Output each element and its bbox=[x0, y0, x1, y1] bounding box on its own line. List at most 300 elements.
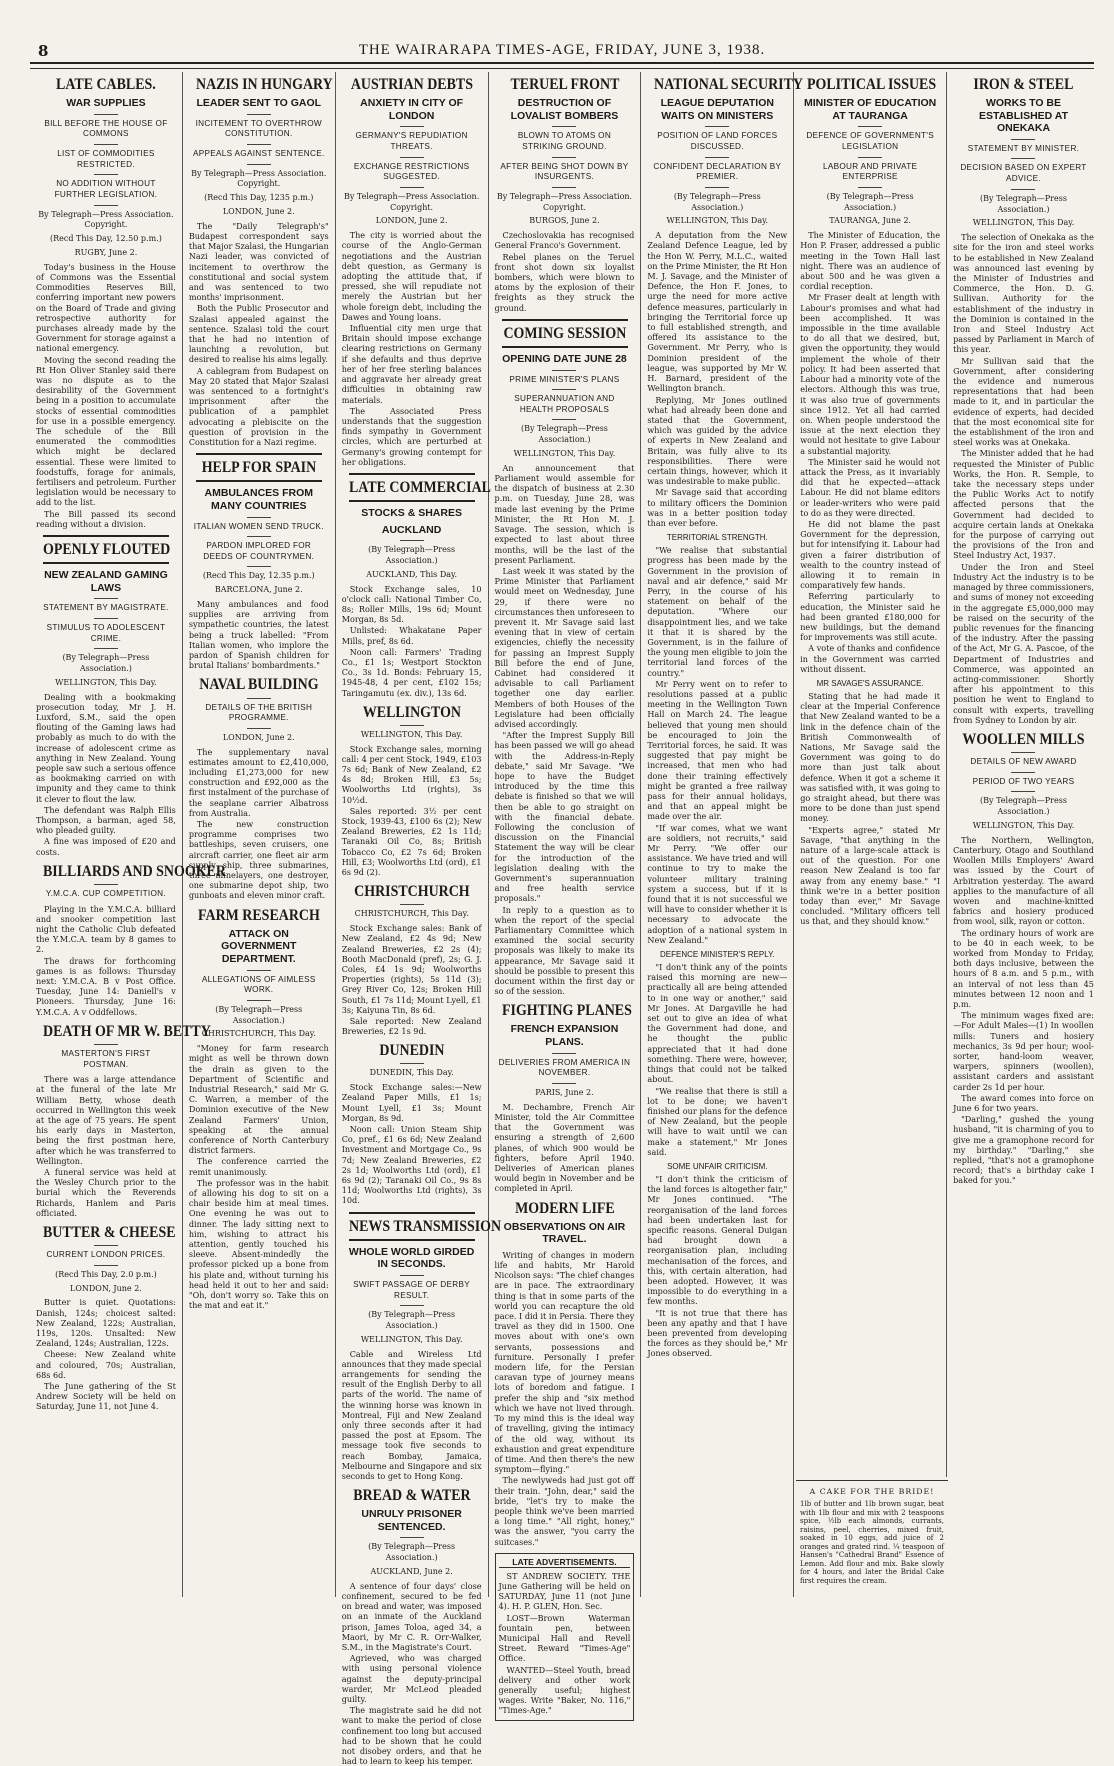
dateline: (By Telegraph—Press Association.) bbox=[980, 193, 1067, 214]
rule bbox=[400, 1305, 424, 1306]
paragraph: Stock Exchange sales, 10 o'clock call: National Timber Co, 8s; Roller Mills, 19s 6d; Mount Morgan, 8s 5d. bbox=[341, 583, 482, 625]
column-6 bbox=[794, 72, 947, 1477]
article-body bbox=[342, 230, 482, 467]
rule bbox=[858, 187, 882, 188]
paragraph: Referring particularly to education, the Minister said he had been granted £180,000 for new buildings, but the demand for improvements was still acute. bbox=[800, 591, 941, 643]
dateline: (By Telegraph—Press Association.) bbox=[368, 1542, 456, 1563]
article bbox=[495, 319, 635, 997]
paragraph: Mr Fraser dealt at length with Labour's promises and what had been accomplished. It was impossible in the time available to do all that we desired, but, given the opportunity, they would implement the whole of their policy. It had been asserted that Labour had a minority vote of the electors. Although this was true, it was also true of governments since 1912. Yet all had carried on. When people understood the issue at the next election they would not hesitate to give Labour a substantial majority. bbox=[800, 292, 941, 456]
paragraph: Many ambulances and food supplies are arriving from sympathetic countries, the latest being a truck labelled: "From Italian women, who implore the pardon of Spanish children for brutal Italians' bombardments." bbox=[188, 599, 329, 671]
paragraph: Dealing with a bookmaking prosecution today, Mr J. H. Luxford, S.M., said the open flouting of the Gaming laws had probably as much to do with the increase of adolescent crime as anything in New Zealand. Young people saw such a serious offence as bookmaking carried on with impunity and they came to think it clever to flout the law. bbox=[36, 691, 176, 804]
paragraph: A funeral service was held at the Wesley Church prior to the burial which the Reverends Richards, Hanlem and Paris officiated. bbox=[36, 1167, 176, 1218]
paragraph: Unlisted: Whakatane Paper Mills, pref, 8s 6d. bbox=[341, 625, 482, 646]
article bbox=[342, 1487, 482, 1766]
subheadline: LEAGUE DEPUTATION WAITS ON MINISTERS bbox=[660, 97, 774, 122]
headline: TERUEL FRONT bbox=[509, 76, 619, 93]
article bbox=[189, 676, 329, 900]
section-heading: TERRITORIAL STRENGTH. bbox=[666, 533, 768, 543]
paragraph: The city is worried about the course of the Anglo-German negotiations and the Austrian debt question, as Germany is adopting the attitude that, if pressed, she will repudiate not merely the Austrian but her whole foreign debt, including the Dawes and Young loans. bbox=[341, 230, 482, 322]
deck: EXCHANGE RESTRICTIONS SUGGESTED. bbox=[353, 161, 470, 182]
article-body bbox=[189, 221, 329, 447]
article bbox=[953, 76, 1094, 725]
column-1 bbox=[30, 72, 226, 1597]
article-body bbox=[342, 1082, 482, 1205]
article-body bbox=[36, 1297, 176, 1411]
article bbox=[342, 76, 482, 467]
headline: DEATH OF MR W. BETTY bbox=[42, 1022, 211, 1040]
dateline: DUNEDIN, This Day. bbox=[369, 1068, 454, 1078]
article-body bbox=[36, 262, 176, 529]
dateline: (By Telegraph—Press Association.) bbox=[520, 424, 608, 445]
dateline: (Recd This Day, 12.50 p.m.) bbox=[50, 234, 162, 244]
article bbox=[647, 76, 804, 1359]
dateline: TAURANGA, June 2. bbox=[829, 216, 912, 226]
dateline: RUGBY, June 2. bbox=[74, 247, 138, 257]
deck: ALLEGATIONS OF AIMLESS WORK. bbox=[201, 974, 316, 995]
dateline: WELLINGTON, This Day. bbox=[55, 677, 157, 687]
rule bbox=[552, 370, 576, 371]
paragraph: The Bill passed its second reading without a division. bbox=[36, 508, 176, 529]
deck: INCITEMENT TO OVERTHROW CONSTITUTION. bbox=[195, 118, 322, 139]
paragraph: The magistrate said he did not want to make the period of close confinement too long but accused had to be shown that he could not disobey orders, and that he had to learn to keep his temper. bbox=[341, 1705, 482, 1766]
paragraph: Stock Exchange sales:—New Zealand Paper Mills, £1 1s; Mount Lyell, £1 3s; Mount Morgan, 8s 9d. bbox=[341, 1082, 482, 1123]
dateline: By Telegraph—Press Association. Copyright. bbox=[496, 191, 633, 212]
article-body bbox=[647, 230, 787, 1358]
rule bbox=[552, 1053, 576, 1054]
late-advertisements bbox=[495, 1553, 635, 1721]
page-number: 8 bbox=[38, 42, 49, 60]
rule bbox=[94, 648, 118, 649]
rule bbox=[94, 174, 118, 175]
headline: IRON & STEEL bbox=[973, 76, 1074, 93]
rule bbox=[1011, 189, 1035, 190]
rule bbox=[247, 114, 271, 115]
subheadline: NEW ZEALAND GAMING LAWS bbox=[44, 569, 168, 594]
article-body bbox=[189, 747, 329, 901]
paragraph: Stating that he had made it clear at the Imperial Conference that New Zealand wanted to be a link in the defence chain of the British Commonwealth of Nations, Mr Savage said the Government was going to do more than just talk about defence. When it got a scheme it was satisfied with, it was going to go straight ahead, but there was more to be done than just spend money. bbox=[800, 690, 941, 824]
article-body bbox=[495, 230, 635, 313]
paragraph: Replying, Mr Jones outlined what had already been done and stated that the Government, which was guided by the advice of experts in New Zealand and Britain, was fully alive to its responsibilities. There were certain things, however, which it was undesirable to make public. bbox=[647, 394, 788, 487]
dateline: AUCKLAND, This Day. bbox=[366, 569, 458, 579]
article-body bbox=[36, 1074, 176, 1218]
headline: AUSTRIAN DEBTS bbox=[350, 76, 473, 93]
dateline: BARCELONA, June 2. bbox=[214, 585, 303, 595]
subheadline: WORKS TO BE ESTABLISHED AT ONEKAKA bbox=[978, 97, 1069, 135]
advertisement: ST ANDREW SOCIETY. THE June Gathering will be held on SATURDAY, June 11 (not June 4). H. P. GLEN, Hon. Sec. bbox=[498, 1570, 631, 1612]
deck: STATEMENT BY MAGISTRATE. bbox=[43, 603, 169, 613]
headline: NEWS TRANSMISSION bbox=[349, 1212, 475, 1241]
deck: BILL BEFORE THE HOUSE OF COMMONS bbox=[44, 118, 168, 139]
column-5 bbox=[641, 72, 804, 1597]
rule bbox=[247, 970, 271, 971]
deck: DEFENCE OF GOVERNMENT'S LEGISLATION bbox=[806, 131, 934, 151]
rule bbox=[400, 157, 424, 158]
article bbox=[36, 76, 176, 529]
rule bbox=[858, 126, 882, 127]
dateline: (By Telegraph—Press Association.) bbox=[673, 191, 761, 212]
rule bbox=[705, 126, 729, 127]
rule bbox=[1011, 158, 1035, 159]
article bbox=[36, 1224, 176, 1412]
paper-title: THE WAIRARAPA TIMES-AGE, FRIDAY, JUNE 3, 1938. bbox=[358, 42, 766, 58]
paragraph: Noon call: Union Steam Ship Co, pref., £1 6s 6d; New Zealand Investment and Mortgage Co., 9s 7d; New Zealand Breweries, £2 2s 1d; Woolworths Ltd (ord), £1 6s 9d (2); Taranaki Oil Co., 9s 8s 11d; Woolworths Ltd (rights), 3s 10d. bbox=[341, 1124, 482, 1206]
masthead bbox=[30, 38, 1094, 64]
dateline: (Recd This Day, 2.0 p.m.) bbox=[55, 1269, 157, 1279]
paragraph: The Associated Press understands that the suggestion finds sympathy in Government circles, which are perturbed at Germany's growing contempt for her obligations. bbox=[341, 405, 482, 467]
paragraph: Both the Public Prosecutor and Szalasi appealed against the sentence. Szalasi told the court that he had no intention of launching a revolution, but desired to realise his aims legally. bbox=[188, 303, 329, 365]
headline: NATIONAL SECURITY bbox=[654, 76, 804, 93]
paragraph: The draws for forthcoming games is as follows: Thursday next: Y.M.C.A. B v Post Office. Tuesday, June 14: Daniell's v Pioneers. Thursday, June 16: Y.M.C.A. A v Oddfellows. bbox=[36, 955, 176, 1017]
paragraph: Last week it was stated by the Prime Minister that Parliament would meet on Wednesday, June 29, if there were no circumstances then unforeseen to prevent it. Mr Savage said last evening that in view of certain exigencies, chiefly the necessity for passing an Imprest Supply Bill before the end of June, Cabinet had considered it advisable to call Parliament together one day earlier. Members of both Houses of the Legislature had been officially advised accordingly. bbox=[494, 565, 635, 729]
rule bbox=[400, 126, 424, 127]
paragraph: The Northern, Wellington, Canterbury, Otago and Southland Woollen Mills Employers' Award was issued by the Court of Arbitration yesterday. The award applies to the manufacture of all woven and machine-knitted fabrics and hosiery produced from wool, silk, rayon or cotton. bbox=[953, 834, 1094, 927]
rule bbox=[705, 187, 729, 188]
deck: PRIME MINISTER'S PLANS bbox=[509, 374, 620, 384]
paragraph: A fine was imposed of £20 and costs. bbox=[36, 836, 176, 857]
rule bbox=[400, 1537, 424, 1538]
deck: MASTERTON'S FIRST POSTMAN. bbox=[61, 1048, 151, 1069]
deck: AFTER BEING SHOT DOWN BY INSURGENTS. bbox=[500, 161, 629, 182]
dateline: (By Telegraph—Press Association.) bbox=[368, 1310, 456, 1330]
paragraph: A sentence of four days' close confinement, secured to be fed on bread and water, was imposed on an inmate of the Auckland prison, James Toloa, aged 34, a Maori, by Mr C. R. Orr-Walker, S.M., in the Magistrate's Court. bbox=[341, 1580, 482, 1653]
deck: CONFIDENT DECLARATION BY PREMIER. bbox=[653, 161, 782, 182]
subheadline: MINISTER OF EDUCATION AT TAURANGA bbox=[804, 97, 937, 122]
article bbox=[36, 1022, 211, 1218]
dateline: PARIS, June 2. bbox=[535, 1087, 594, 1097]
rule bbox=[1011, 791, 1035, 792]
recipe-text: 1lb of butter and 1lb brown sugar, beat with 1lb flour and mix with 2 teaspoons spice, ½lb each almonds, currants, raisins, peel, cherries, mixed fruit, soaked in 10 eggs, add juice of 2 oranges and grated rind. ¼ teaspoon of Hansen's "Cathedral Brand" Essence of Lemon. Add flour and mix. Bake slowly for 4 hours, and later the Bridal Cake first requires the cream. bbox=[800, 1500, 944, 1585]
article-body bbox=[953, 835, 1094, 1186]
article bbox=[189, 453, 329, 670]
rule bbox=[94, 1044, 118, 1045]
article bbox=[36, 862, 226, 1017]
advertisement: LOST—Brown Waterman fountain pen, between Municipal Hall and Revell Street. Reward "Times-Age" Office. bbox=[498, 1612, 631, 1664]
dateline: By Telegraph—Press Association. Copyright. bbox=[343, 191, 480, 212]
paragraph: The supplementary naval estimates amount to £2,410,000, including £1,273,000 for new construction and £92,000 as the first instalment of the purchase of the seaplane carrier Albatross from Australia. bbox=[188, 746, 329, 818]
headline: CHRISTCHURCH bbox=[353, 883, 470, 901]
deck: STATEMENT BY MINISTER. bbox=[967, 143, 1080, 153]
rule bbox=[552, 126, 576, 127]
paragraph: A cablegram from Budapest on May 20 stated that Major Szalasi was sentenced to a fortnight's imprisonment after the publication of a pamphlet advocating a plebiscite on the question of provision in the Constitution for a Nazi regime. bbox=[188, 365, 329, 448]
article-body bbox=[495, 463, 635, 997]
headline: FARM RESEARCH bbox=[197, 906, 320, 924]
paragraph: Rebel planes on the Teruel front shot down six loyalist bombers, which were blown to atoms by the explosion of their freights as they struck the ground. bbox=[494, 251, 635, 313]
deck: ITALIAN WOMEN SEND TRUCK. bbox=[193, 521, 324, 531]
deck: POSITION OF LAND FORCES DISCUSSED. bbox=[657, 131, 778, 151]
headline: WOOLLEN MILLS bbox=[962, 730, 1085, 748]
subheadline: LEADER SENT TO GAOL bbox=[196, 97, 322, 110]
paragraph: Czechoslovakia has recognised General Franco's Government. bbox=[494, 230, 635, 251]
paragraph: The "Daily Telegraph's" Budapest correspondent says that Major Szalasi, the Hungarian Nazi leader, was convicted of incitement to overthrow the constitutional and social system and was sentenced to two months' imprisonment. bbox=[188, 220, 329, 303]
article-body bbox=[189, 1043, 329, 1310]
paragraph: Butter is quiet. Quotations: Danish, 124s; choicest salted: New Zealand, 122s; Australian, 119s, 120s. Unsalted: New Zealand, 124s; Australian, 122s. bbox=[36, 1297, 176, 1349]
dateline: WELLINGTON, This Day. bbox=[666, 216, 769, 226]
rule bbox=[94, 1245, 118, 1246]
paragraph: "Money for farm research might as well be thrown down the drain as given to the Department of Scientific and Industrial Research," said Mr G. C. Warren, a member of the Dominion executive of the New Zealand Farmers' Union, speaking at the annual conference of North Canterbury district farmers. bbox=[188, 1043, 329, 1156]
headline: POLITICAL ISSUES bbox=[807, 76, 937, 93]
headline: DUNEDIN bbox=[379, 1042, 445, 1060]
dateline: LONDON, June 2. bbox=[222, 732, 295, 742]
headline: OPENLY FLOUTED bbox=[43, 535, 169, 564]
deck: CURRENT LONDON PRICES. bbox=[46, 1250, 166, 1260]
dateline: (Recd This Day, 1235 p.m.) bbox=[204, 193, 314, 203]
paragraph: "We realise that there is still a lot to be done; we haven't finished our plans for the defence of New Zealand, but the people will have to wait until we can make a statement," Mr Jones said. bbox=[647, 1085, 788, 1157]
dateline: By Telegraph—Press Association. Copyright. bbox=[191, 168, 327, 189]
rule bbox=[247, 536, 271, 537]
paragraph: "Darling," gushed the young husband, "it is charming of you to give me a gramophone record for my birthday." "Darling," she replied, "that's not a gramophone record; that's a birthday cake I baked for you." bbox=[953, 1114, 1094, 1186]
paragraph: "I don't think the criticism of the land forces is altogether fair," Mr Jones continued. "The reorganisation of the land forces had been undertaken last for specific reasons. General Duigan had brought down a reorganisation plan, including mechanisation of the forces, and this, with certain alteration, had been adopted. However, it was impossible to do everything in a few months. bbox=[647, 1173, 788, 1307]
headline: NAZIS IN HUNGARY bbox=[195, 76, 333, 93]
ads-body bbox=[499, 1571, 631, 1716]
subheadline: DESTRUCTION OF LOVALIST BOMBERS bbox=[510, 97, 619, 122]
cake-recipe-box bbox=[796, 1480, 948, 1597]
columns bbox=[30, 72, 1100, 1766]
column-2 bbox=[183, 72, 336, 1597]
rule bbox=[247, 566, 271, 567]
deck: DELIVERIES FROM AMERICA IN NOVEMBER. bbox=[498, 1057, 631, 1078]
subheadline: AMBULANCES FROM MANY COUNTRIES bbox=[204, 487, 314, 512]
paragraph: The selection of Onekaka as the site for the iron and steel works to be established in New Zealand was announced last evening by the Minister of Industries and Commerce, the Hon. D. G. Sullivan. Authority for the establishment of the industry in the Dominion is contained in the Iron and Steel Industry Act passed by Parliament in March of this year. bbox=[953, 232, 1094, 355]
headline: NAVAL BUILDING bbox=[199, 676, 319, 694]
rule bbox=[400, 725, 424, 726]
dateline: (By Telegraph—Press Association.) bbox=[368, 545, 456, 565]
headline: FIGHTING PLANES bbox=[501, 1002, 632, 1020]
paragraph: The Minister said he would not attack the Press, as it invariably did that he expected—attack Labour. He did not blame editors or leader-writers who were paid to do as they were directed. bbox=[800, 456, 941, 518]
paragraph: Playing in the Y.M.C.A. billiard and snooker competition last night the Catholic Club defeated the Y.M.C.A. team by 8 games to 2. bbox=[36, 903, 176, 955]
article-body bbox=[495, 1102, 635, 1194]
paragraph: "If war comes, what we want are soldiers, not recruits," said Mr Perry. "We offer our assistance. We have tried and will continue to try to make the volunteer military training system a success, but if it is found that it is not successful we will have to consider whether it is necessary to advocate the adoption of a national system in New Zealand." bbox=[647, 822, 788, 945]
dateline: WELLINGTON, This Day. bbox=[513, 449, 616, 459]
rule bbox=[1011, 752, 1035, 753]
headline: BREAD & WATER bbox=[352, 1487, 471, 1505]
section-heading: DEFENCE MINISTER'S REPLY. bbox=[660, 950, 775, 960]
paragraph: An announcement that Parliament would assemble for the dispatch of business at 2.30 p.m. on Tuesday, June 28, was made last evening by the Prime Minister, the Rt Hon M. J. Savage. The session, which is expected to last about three months, will be the last of the present Parliament. bbox=[494, 462, 635, 565]
deck: DETAILS OF THE BRITISH PROGRAMME. bbox=[205, 702, 313, 723]
rule bbox=[552, 419, 576, 420]
column-3 bbox=[336, 72, 501, 1766]
dateline: LONDON, June 2. bbox=[222, 207, 295, 216]
headline: HELP FOR SPAIN bbox=[196, 453, 322, 482]
rule bbox=[247, 698, 271, 699]
paragraph: The ordinary hours of work are to be 40 in each week, to be worked from Monday to Friday, both days inclusive, between the hours of 8 a.m. and 5 p.m., with an interval of not less than 45 minutes between 12 noon and 1 p.m. bbox=[953, 927, 1094, 1009]
article bbox=[341, 473, 491, 698]
article bbox=[189, 907, 329, 1311]
dateline: WELLINGTON, This Day. bbox=[972, 820, 1075, 830]
paragraph: The minimum wages fixed are:—For Adult Males—(1) In woollen mills: Tuners and hosiery mechanics, 3s 9d per hour; wool-sorter, hand-loom weaver, warpers, spinners (woollen), assistant carders and assistant carder 2s 1d per hour. bbox=[953, 1010, 1094, 1092]
section-heading: SOME UNFAIR CRITICISM. bbox=[667, 1161, 768, 1171]
subheadline: WHOLE WORLD GIRDED IN SECONDS. bbox=[348, 1245, 475, 1271]
subheadline: OPENING DATE JUNE 28 bbox=[502, 352, 627, 365]
dateline: LONDON, June 2. bbox=[375, 216, 448, 226]
paragraph: Today's business in the House of Commons was the Essential Commodities Reserves Bill, conferring important new powers on the Board of Trade and giving retrospective authority for purchases already made by the Government for storage against a national emergency. bbox=[36, 261, 176, 354]
paragraph: "It is not true that there has been any apathy and that I have been prevented from developing the forces as they should be," Mr Jones observed. bbox=[647, 1307, 788, 1359]
rule bbox=[400, 540, 424, 541]
article bbox=[495, 1002, 635, 1193]
paragraph: "Experts agree," stated Mr Savage, "that anything in the nature of a large-scale attack is out of the question. For one reason New Zealand is too far away from any enemy base." "I think we're in a better position today than ever," Mr Savage concluded. "Military officers tell us that, and they should know." bbox=[800, 824, 941, 927]
paragraph: There was a large attendance at the funeral of the late Mr William Betty, whose death occurred in Wellington this week at the age of 75 years. He spent his early days in Masterton, being the first postman here, after which he was transferred to Wellington. bbox=[36, 1074, 176, 1166]
rule bbox=[94, 205, 118, 206]
rule bbox=[552, 1083, 576, 1084]
dateline: (By Telegraph—Press Association.) bbox=[62, 653, 150, 674]
deck: SWIFT PASSAGE OF DERBY RESULT. bbox=[353, 1279, 471, 1300]
rule bbox=[247, 164, 271, 165]
headline: COMING SESSION bbox=[502, 319, 628, 348]
rule bbox=[94, 618, 118, 619]
recipe-title: A CAKE FOR THE BRIDE! bbox=[809, 1487, 935, 1496]
headline: WELLINGTON bbox=[362, 703, 461, 721]
headline: BUTTER & CHEESE bbox=[42, 1224, 176, 1242]
dateline: CHRISTCHURCH, This Day. bbox=[354, 909, 469, 919]
deck: SUPERANNUATION AND HEALTH PROPOSALS bbox=[514, 394, 615, 414]
paragraph: Stock Exchange sales, morning call: 4 per cent Stock, 1949, £103 7s 6d; Bank of New Zealand, £2 4s 8d; Broken Hill, £3 5s; Woolworths Ltd (rights), 3s 10½d. bbox=[341, 743, 482, 805]
article bbox=[953, 731, 1094, 1186]
rule bbox=[400, 1063, 424, 1064]
rule bbox=[247, 1000, 271, 1001]
rule bbox=[400, 187, 424, 188]
paragraph: Mr Savage said that according to military officers the Dominion was in a better position today than ever before. bbox=[647, 487, 788, 528]
subheadline: OBSERVATIONS ON AIR TRAVEL. bbox=[503, 1220, 626, 1246]
dateline: WELLINGTON, This Day. bbox=[360, 1334, 463, 1344]
paragraph: "I don't think any of the points raised this morning are new—practically all are being attended to in one way or another," said Mr Jones. At Dargaville he had set out to give an idea of what the Government had done, and he thought the public appreciated that it had done something. There were, however, things that could not be talked about. bbox=[647, 962, 788, 1085]
headline: LATE CABLES. bbox=[56, 76, 156, 93]
paragraph: He did not blame the past Government for the depression, but for intensifying it. Labour had given a fairer distribution of wealth to the country instead of allowing it to remain in comparatively few hands. bbox=[800, 518, 941, 591]
article-body bbox=[342, 923, 482, 1036]
advertisement: WANTED—Steel Youth, bread delivery and other work generally useful; highest wages. Write "Baker, No. 116," "Times-Age." bbox=[498, 1664, 631, 1716]
subheadline: ANXIETY IN CITY OF LONDON bbox=[360, 97, 464, 122]
dateline: (By Telegraph—Press Association.) bbox=[215, 1004, 303, 1025]
deck: DETAILS OF NEW AWARD bbox=[970, 756, 1077, 766]
subheadline: STOCKS & SHARES bbox=[361, 506, 462, 519]
column-4 bbox=[489, 72, 642, 1716]
paragraph: The newlyweds had just got off their train. "John, dear," said the bride, "let's try to make the people think we've been married a long time." "All right, honey," was the answer, "you carry the suitcases." bbox=[494, 1475, 635, 1547]
article bbox=[342, 704, 482, 877]
dateline: AUCKLAND, June 2. bbox=[370, 1567, 453, 1577]
rule bbox=[94, 1265, 118, 1266]
paragraph: The conference carried the remit unanimously. bbox=[188, 1156, 329, 1177]
paragraph: The new construction programme comprises two battleships, seven cruisers, one aircraft carrier, one fleet air arm supply ship, three submarines, three minelayers, one destroyer, one submarine depot ship, two gunboats and eleven minor craft. bbox=[188, 819, 329, 901]
headline: MODERN LIFE bbox=[514, 1199, 615, 1217]
deck: LABOUR AND PRIVATE ENTERPRISE bbox=[823, 161, 918, 182]
paragraph: A deputation from the New Zealand Defence League, led by the Hon W. Perry, M.L.C., waited on the Prime Minister, the Rt Hon M. J. Savage, and the Minister of Defence, the Hon F. Jones, to urge the need for more active defence measures, particularly in bringing the Territorial force up to full established strength, and offered its assistance to the Government. Mr Perry, who is Dominion president of the league, was supported by Mr W. H. Barnard, president of the Wellington branch. bbox=[647, 230, 788, 394]
rule bbox=[552, 187, 576, 188]
column-7 bbox=[947, 72, 1100, 1597]
deck: BLOWN TO ATOMS ON STRIKING GROUND. bbox=[517, 131, 612, 151]
article bbox=[342, 883, 482, 1036]
article bbox=[36, 535, 176, 857]
rule bbox=[94, 144, 118, 145]
rule bbox=[247, 728, 271, 729]
paragraph: A vote of thanks and confidence in the Government was carried without dissent. bbox=[800, 643, 941, 674]
article-body bbox=[36, 692, 176, 857]
paragraph: The Minister of Education, the Hon P. Fraser, addressed a public meeting in the Town Hall last night. There was an audience of about 500 and he was given a cordial reception. bbox=[800, 230, 941, 292]
subheadline: FRENCH EXPANSION PLANS. bbox=[510, 1023, 619, 1049]
deck: NO ADDITION WITHOUT FURTHER LEGISLATION. bbox=[54, 179, 158, 199]
article bbox=[800, 76, 940, 927]
paragraph: Cable and Wireless Ltd announces that they made special arrangements for sending the result of the English Derby to all parts of the world. The name of the winning horse was known in Montreal, Fiji and New Zealand only three seconds after it had passed the post at Epsom. The message took five seconds to reach Bombay, Jamaica, Melbourne and Singapore and six seconds to get to Hong Kong. bbox=[341, 1348, 482, 1481]
rule bbox=[94, 114, 118, 115]
subheadline: WAR SUPPLIES bbox=[66, 97, 146, 110]
article-body bbox=[953, 232, 1094, 725]
deck: PARDON IMPLORED FOR DEEDS OF COUNTRYMEN. bbox=[203, 541, 315, 561]
article-body bbox=[342, 1581, 482, 1766]
section-heading: MR SAVAGE'S ASSURANCE. bbox=[816, 678, 924, 688]
paragraph: Noon call: Farmers' Trading Co., £1 1s; Westport Stockton Co., 3s 1d. Bonds: February 15, 1945-48, 4 per cent, £102 15s; Taringamutu (ex. div.), 13s 6d. bbox=[341, 646, 482, 698]
rule bbox=[400, 1275, 424, 1276]
article-body bbox=[342, 1349, 482, 1482]
paragraph: Cheese: New Zealand white and coloured, 70s; Australian, 68s 6d. bbox=[36, 1349, 176, 1380]
paragraph: Mr Sullivan said that the Government, after considering the evidence and numerous representations that had been made to it, and in particular the evidence of experts, had decided that the most economical site for the establishment of the iron and steel works was at Onekaka. bbox=[953, 355, 1094, 448]
paragraph: M. Dechambre, French Air Minister, told the Air Committee that the Government was ensuring a strength of 2,600 planes, of which 900 would be fighters, before April 1940. Deliveries of American planes would begin in November and be completed in April. bbox=[494, 1101, 635, 1194]
paragraph: "After the Imprest Supply Bill has been passed we will go ahead with the Address-in-Reply debate," said Mr Savage. "We hope to have the Budget introduced by the time this debate is finished so that we will then be able to go straight on with the financial debate. Following the conclusion of discussion on the Financial Statement the way will be clear for the introduction of the legislation dealing with the Government's superannuation and free health service proposals." bbox=[494, 730, 635, 904]
article-body bbox=[36, 904, 176, 1017]
paragraph: In reply to a question as to when the report of the special Parliamentary Committee which examined the social security proposals was likely to make its appearance, Mr Savage said it should be possible to present this document within the first day or so of the session. bbox=[494, 904, 635, 997]
headline: LATE COMMERCIAL bbox=[349, 473, 475, 502]
rule bbox=[247, 517, 271, 518]
article-body bbox=[342, 584, 482, 698]
deck: APPEALS AGAINST SENTENCE. bbox=[192, 148, 325, 158]
dateline: By Telegraph—Press Association. Copyright. bbox=[38, 209, 174, 230]
rule bbox=[552, 157, 576, 158]
paragraph: Sales reported: 3½ per cent Stock, 1939-43, £100 6s (2); New Zealand Breweries, £2 1s 11d; Taranaki Oil Co, 8s; British Tobacco Co, £2 7s 6d; Broken Hill, £3; Woolworths Ltd (ord), £1 6s 9d (2). bbox=[341, 805, 482, 878]
paragraph: "We realise that substantial progress has been made by the Government in the provision of naval and air defence," said Mr Perry, in the course of his statement on behalf of the deputation. "Where our disappointment lies, and we take it that it is shared by the Government, is in the failure of the young men eligible to join the territorial land forces of the country." bbox=[647, 545, 788, 678]
deck: Y.M.C.A. CUP COMPETITION. bbox=[45, 888, 166, 898]
dateline: WELLINGTON, This Day. bbox=[972, 218, 1075, 228]
rule bbox=[1011, 772, 1035, 773]
rule bbox=[552, 389, 576, 390]
paragraph: The June gathering of the St Andrew Society will be held on Saturday, June 11, not June 4. bbox=[36, 1380, 176, 1412]
masthead-rule bbox=[30, 68, 1094, 69]
rule bbox=[858, 157, 882, 158]
deck: PERIOD OF TWO YEARS bbox=[972, 776, 1075, 786]
rule bbox=[1011, 139, 1035, 140]
paragraph: The Minister added that he had requested the Minister of Public Works, the Hon. R. Semple, to take the necessary steps under the Public Works Act to notify affected persons that the Government had decided to acquire certain lands at Onekaka for the purpose of carrying out the provisions of the Iron and Steel Industry Act, 1937. bbox=[953, 448, 1094, 561]
article-body bbox=[495, 1250, 635, 1547]
deck: LIST OF COMMODITIES RESTRICTED. bbox=[57, 148, 155, 169]
subheadline: AUCKLAND bbox=[381, 523, 442, 536]
paragraph: Writing of changes in modern life and habits, Mr Harold Nicolson says: "The chief changes are in pace. The extraordinary thing is that in some parts of the world you can recapture the old pace. I did it in Persia. There they travel as they did in 1500. One moves about with one's own servants, possessions and furniture. Personally I prefer modern life, for the Persian caravan type of journey means lots of boredom and fatigue. I prefer the ship and "six method which we have not lived through. To my mind this is the ideal way of travelling, giving the intimacy of the old way, without its exhaustion and great expenditure of time. And then there's the new symptom—flying." bbox=[494, 1249, 635, 1475]
dateline: LONDON, June 2. bbox=[70, 1283, 142, 1293]
paragraph: Mr Perry went on to refer to resolutions passed at a public meeting in the Wellington Town Hall on March 24. The league believed that young men should be encouraged to join the Territorial forces, he said. It was suggested that pay might be increased, that men who had done their training effectively might be granted a free railway pass for their annual holidays, and that an appeal might be made over the air. bbox=[647, 678, 788, 822]
subheadline: ATTACK ON GOVERNMENT DEPARTMENT. bbox=[221, 927, 297, 965]
rule bbox=[94, 598, 118, 599]
article bbox=[495, 76, 635, 313]
rule bbox=[247, 144, 271, 145]
article-body bbox=[800, 230, 940, 926]
rule bbox=[705, 157, 729, 158]
ads-heading: LATE ADVERTISEMENTS. bbox=[499, 1557, 631, 1568]
headline: BILLIARDS AND SNOOKER bbox=[42, 862, 226, 880]
article bbox=[341, 1212, 501, 1482]
dateline: WELLINGTON, This Day. bbox=[360, 729, 463, 739]
paragraph: Stock Exchange sales: Bank of New Zealand, £2 4s 9d; New Zealand Breweries, £2 2s (4); Booth MacDonald (pref), 2s; G. J. Coles, £4 1s 9d; Woolworths Properties (rights), 5s 11d (3); Grey River Co, 12s; Broken Hill South, £1 7s 11d; Mount Lyell, £1 3s; Kaiyuna Tin, 8s 6d. bbox=[341, 923, 482, 1015]
dateline: BURGOS, June 2. bbox=[529, 216, 600, 226]
dateline: (By Telegraph—Press Association.) bbox=[980, 796, 1067, 817]
subheadline: UNRULY PRISONER SENTENCED. bbox=[361, 1508, 462, 1533]
article bbox=[342, 1042, 482, 1205]
article-body bbox=[342, 744, 482, 878]
article bbox=[495, 1200, 635, 1547]
deck: GERMANY'S REPUDIATION THREATS. bbox=[355, 131, 468, 151]
dateline: CHRISTCHURCH, This Day. bbox=[201, 1029, 316, 1039]
paragraph: Agrieved, who was charged with using personal violence against the deputy-principal warder, Mr McLeod pleaded guilty. bbox=[341, 1653, 482, 1705]
dateline: (Recd This Day, 12.35 p.m.) bbox=[202, 571, 315, 581]
paragraph: The award comes into force on June 6 for two years. bbox=[953, 1092, 1094, 1113]
rule bbox=[400, 904, 424, 905]
deck: DECISION BASED ON EXPERT ADVICE. bbox=[960, 163, 1087, 184]
paragraph: Sale reported: New Zealand Breweries, £2 1s 9d. bbox=[341, 1015, 482, 1037]
article-body bbox=[189, 599, 329, 670]
paragraph: Influential city men urge that Britain should impose exchange clearing restrictions on Germany if she defaults and thus deprive her of her free sterling balances and aggravate her already great difficulties in obtaining raw materials. bbox=[341, 323, 482, 405]
